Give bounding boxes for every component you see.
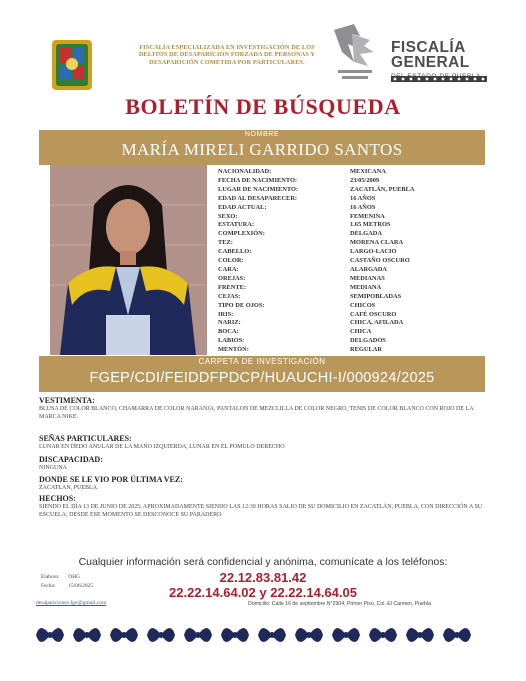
section-heading: VESTIMENTA: — [39, 396, 95, 405]
fiscalia-brand — [391, 40, 511, 80]
detail-value: 16 AÑOS — [350, 203, 376, 211]
elaboro-value: OHG — [68, 574, 81, 580]
detail-label: CARA: — [218, 265, 239, 273]
page-title: BOLETÍN DE BÚSQUEDA — [125, 94, 401, 119]
detail-value: CHICA, AFILADA — [350, 319, 404, 327]
detail-value: MEDIANA — [350, 283, 382, 291]
detail-value: DELGADA — [350, 230, 382, 238]
facts-section — [39, 494, 489, 519]
state-crest-icon — [50, 38, 94, 92]
address-text: Domicilio: Calle 16 de septiembre N°2904, Primer Piso, Col. El Carmen, Puebla — [248, 601, 431, 607]
detail-value: ZACATLÁN, PUEBLA — [350, 185, 415, 193]
email-link[interactable]: desapariciones.fge@gmail.com — [36, 600, 107, 606]
elaboro-line — [41, 574, 80, 580]
detail-label: COLOR: — [218, 257, 244, 265]
marks-section — [39, 434, 489, 451]
section-heading: DONDE SE LE VIO POR ÚLTIMA VEZ: — [39, 475, 183, 484]
detail-label: EDAD ACTUAL: — [218, 203, 267, 211]
person-name: MARÍA MIRELI GARRIDO SANTOS — [121, 140, 403, 159]
case-banner — [39, 356, 485, 392]
phone-number-1[interactable]: 22.12.83.81.42 — [219, 570, 307, 585]
detail-value: REGULAR — [350, 346, 382, 354]
detail-label: COMPLEXIÓN: — [218, 230, 265, 238]
detail-value: 1.65 METROS — [350, 221, 391, 229]
detail-label: LABIOS: — [218, 337, 245, 345]
footer-pattern-icon — [36, 620, 492, 650]
date-line — [41, 583, 93, 589]
detail-value: 16 AÑOS — [350, 194, 376, 202]
date-value: 15/06/2025 — [68, 583, 93, 589]
detail-value: ALARGADA — [350, 265, 387, 273]
detail-value: CAFÉ OSCURO — [350, 310, 397, 318]
brand-line-1: FISCALÍA — [391, 39, 466, 56]
brand-line-2: GENERAL — [391, 54, 470, 71]
phone-number-2[interactable]: 22.22.14.64.02 y 22.22.14.64.05 — [169, 585, 357, 600]
detail-value: SEMIPOBLADAS — [350, 292, 402, 300]
detail-label: CABELLO: — [218, 248, 252, 256]
contact-intro: Cualquier información será confidencial y anónima, comunícate a los teléfonos: — [78, 556, 448, 568]
detail-label: FECHA DE NACIMIENTO: — [218, 176, 298, 184]
detail-label: SEXO: — [218, 212, 238, 220]
detail-label: MENTÓN: — [218, 346, 249, 354]
section-text: ZACATLAN, PUEBLA. — [39, 485, 99, 491]
details-values — [350, 168, 470, 355]
detail-value: FEMENINA — [350, 212, 385, 220]
detail-value: CHICOS — [350, 301, 376, 309]
detail-label: CEJAS: — [218, 292, 241, 300]
section-heading: SEÑAS PARTICULARES: — [39, 434, 132, 443]
date-label: Fecha: — [41, 583, 56, 589]
clothing-section — [39, 396, 489, 421]
decorative-pattern-icon — [391, 76, 487, 82]
detail-label: FRENTE: — [218, 283, 247, 291]
section-text: NINGUNA — [39, 465, 67, 471]
detail-value: DELGADOS — [350, 337, 386, 345]
section-heading: DISCAPACIDAD: — [39, 455, 103, 464]
detail-value: CHICA — [350, 328, 372, 336]
section-heading: HECHOS: — [39, 494, 76, 503]
detail-label: ESTATURA: — [218, 221, 254, 229]
last-seen-section — [39, 475, 489, 492]
detail-label: TIPO DE OJOS: — [218, 301, 265, 309]
detail-label: TEZ: — [218, 239, 233, 247]
name-label: NOMBRE — [244, 131, 280, 138]
name-banner — [39, 130, 485, 165]
detail-label: OREJAS: — [218, 274, 246, 282]
detail-value: MEDIANAS — [350, 274, 385, 282]
detail-value: MEXICANA — [350, 168, 386, 175]
elaboro-label: Elaboro: — [41, 574, 60, 580]
fiscalia-logo-icon — [330, 22, 378, 84]
details-labels — [218, 168, 338, 355]
case-label: CARPETA DE INVESTIGACIÓN — [198, 357, 326, 366]
section-text: SIENDO EL DÍA 13 DE JUNIO DE 2025, APROXIMADAMENTE SIENDO LAS 12:30 HORAS SALIO DE SU DOMICILIO EN ZACATLÁN, PUEBLA, CON DIRECCIÓN A SU ESCUELA; DESDE ESE MOMENTO SE DESCONOCE SU PARADERO — [39, 504, 483, 518]
detail-value: MORENA CLARA — [350, 239, 404, 247]
detail-label: BOCA: — [218, 328, 239, 336]
section-text: LUNAR EN DEDO ANULAR DE LA MANO IZQUIERDA, LUNAR EN EL POMULO DERECHO — [39, 444, 285, 450]
missing-person-photo — [50, 165, 207, 355]
detail-label: IRIS: — [218, 310, 234, 318]
detail-value: CASTAÑO OSCURO — [350, 257, 410, 265]
detail-label: LUGAR DE NACIMIENTO: — [218, 185, 299, 193]
disability-section — [39, 455, 489, 472]
office-name: FISCALÍA ESPECIALIZADA EN INVESTIGACIÓN DE LOS DELITOS DE DESAPARICIÓN FORZADA DE PERSONAS Y DESAPARICIÓN COMETIDA POR PARTICULARES. — [138, 44, 316, 66]
detail-label: NARIZ: — [218, 319, 241, 327]
detail-value: LARGO-LACIO — [350, 248, 397, 256]
section-text: BLUSA DE COLOR BLANCO, CHAMARRA DE COLOR NARANJA, PANTALON DE MEZCLILLA DE COLOR NEGRO, TENIS DE COLOR BLANCO CON ROJO DE LA MARCA NIKE. — [39, 406, 474, 420]
case-number: FGEP/CDI/FEIDDFPDCP/HUAUCHI-I/000924/2025 — [89, 370, 435, 386]
detail-label: EDAD AL DESAPARECER: — [218, 194, 298, 202]
detail-value: 23/05/2009 — [350, 176, 380, 184]
detail-label: NACIONALIDAD: — [218, 168, 272, 175]
